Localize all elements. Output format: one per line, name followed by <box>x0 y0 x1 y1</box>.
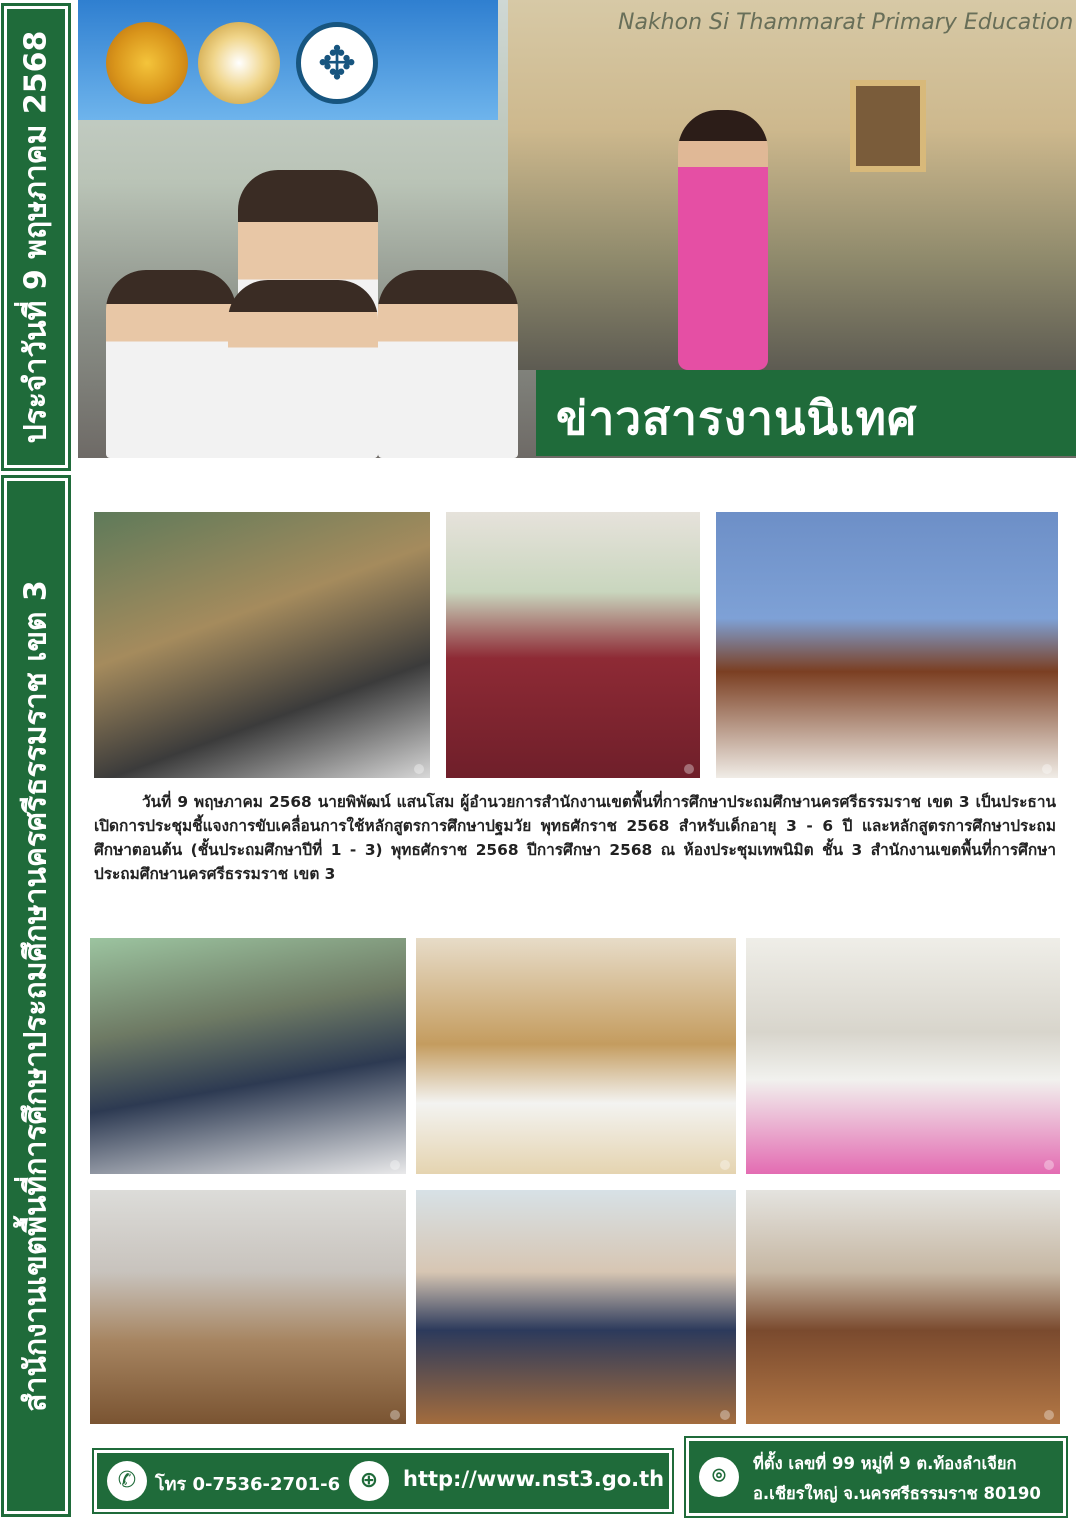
executives-group-photo <box>78 170 548 458</box>
photo-presenter-microphone <box>416 938 736 1174</box>
address-bar <box>686 1438 1066 1516</box>
province-logo-icon <box>198 22 280 104</box>
article-body: วันที่ 9 พฤษภาคม 2568 นายพิพัฒน์ แสนโสม ผู้อำนวยการสำนักงานเขตพื้นที่การศึกษาประถมศึกษานครศรีธรรมราช เขต 3 เป็นประธานเปิดการประชุมชี้แจงการขับเคลื่อนการใช้หลักสูตรการศึกษาปฐมวัย พุทธศักราช 2568 สำหรับเด็กอายุ 3 - 6 ปี และหลักสูตรการศึกษาประถมศึกษาตอนต้น (ชั้นประถมศึกษาปีที่ 1 - 3) พุทธศักราช 2568 ปีการศึกษา 2568 ณ ห้องประชุมเทพนิมิต ชั้น 3 สำนักงานเขตพื้นที่การศึกษาประถมศึกษานครศรีธรรมราช เขต 3 <box>94 793 1056 883</box>
speaker-figure <box>678 110 768 370</box>
photo-attendees-3 <box>746 1190 1060 1424</box>
photo-director-speech <box>94 512 430 778</box>
office-name-text: สำนักงานเขตพื้นที่การศึกษาประถมศึกษานครศรีธรรมราช เขต 3 <box>18 580 54 1412</box>
obec-logo-icon <box>106 22 188 104</box>
phone-icon: ✆ <box>107 1461 147 1501</box>
royal-portrait <box>850 80 926 172</box>
banner-text: Nakhon Si Thammarat Primary Education <box>618 10 1074 35</box>
phone-number[interactable]: โทร 0-7536-2701-6 <box>155 1474 341 1495</box>
page-title: ข่าวสารงานนิเทศ <box>556 391 918 445</box>
office-banner <box>4 478 68 1514</box>
location-pin-icon: ⌾ <box>699 1457 739 1497</box>
left-sidebar <box>0 0 75 1522</box>
title-bar <box>536 370 1076 456</box>
date-text: ประจำวันที่ 9 พฤษภาคม 2568 <box>18 30 54 444</box>
contact-bar <box>94 1450 672 1512</box>
photo-attendees-2 <box>416 1190 736 1424</box>
address-line-1: ที่ตั้ง เลขที่ 99 หมู่ที่ 9 ต.ท้องลำเจียก <box>753 1454 1017 1473</box>
address-line-2: อ.เชียรใหญ่ จ.นครศรีธรรมราช 80190 <box>753 1484 1041 1503</box>
photo-seated-guests <box>716 512 1058 778</box>
executive-portrait <box>106 270 236 458</box>
photo-speaker-reading <box>446 512 700 778</box>
date-banner <box>4 6 68 468</box>
header-photo <box>78 0 1076 458</box>
nst3-arrows-logo-icon: ✥ <box>296 22 378 104</box>
executive-portrait <box>378 270 518 458</box>
meeting-room-photo <box>508 0 1076 370</box>
photo-two-women <box>746 938 1060 1174</box>
photo-attendees-1 <box>90 1190 406 1424</box>
globe-icon: ⊕ <box>349 1461 389 1501</box>
executive-portrait <box>228 280 378 458</box>
website-link[interactable]: http://www.nst3.go.th <box>403 1467 665 1491</box>
photo-presenter-slides <box>90 938 406 1174</box>
